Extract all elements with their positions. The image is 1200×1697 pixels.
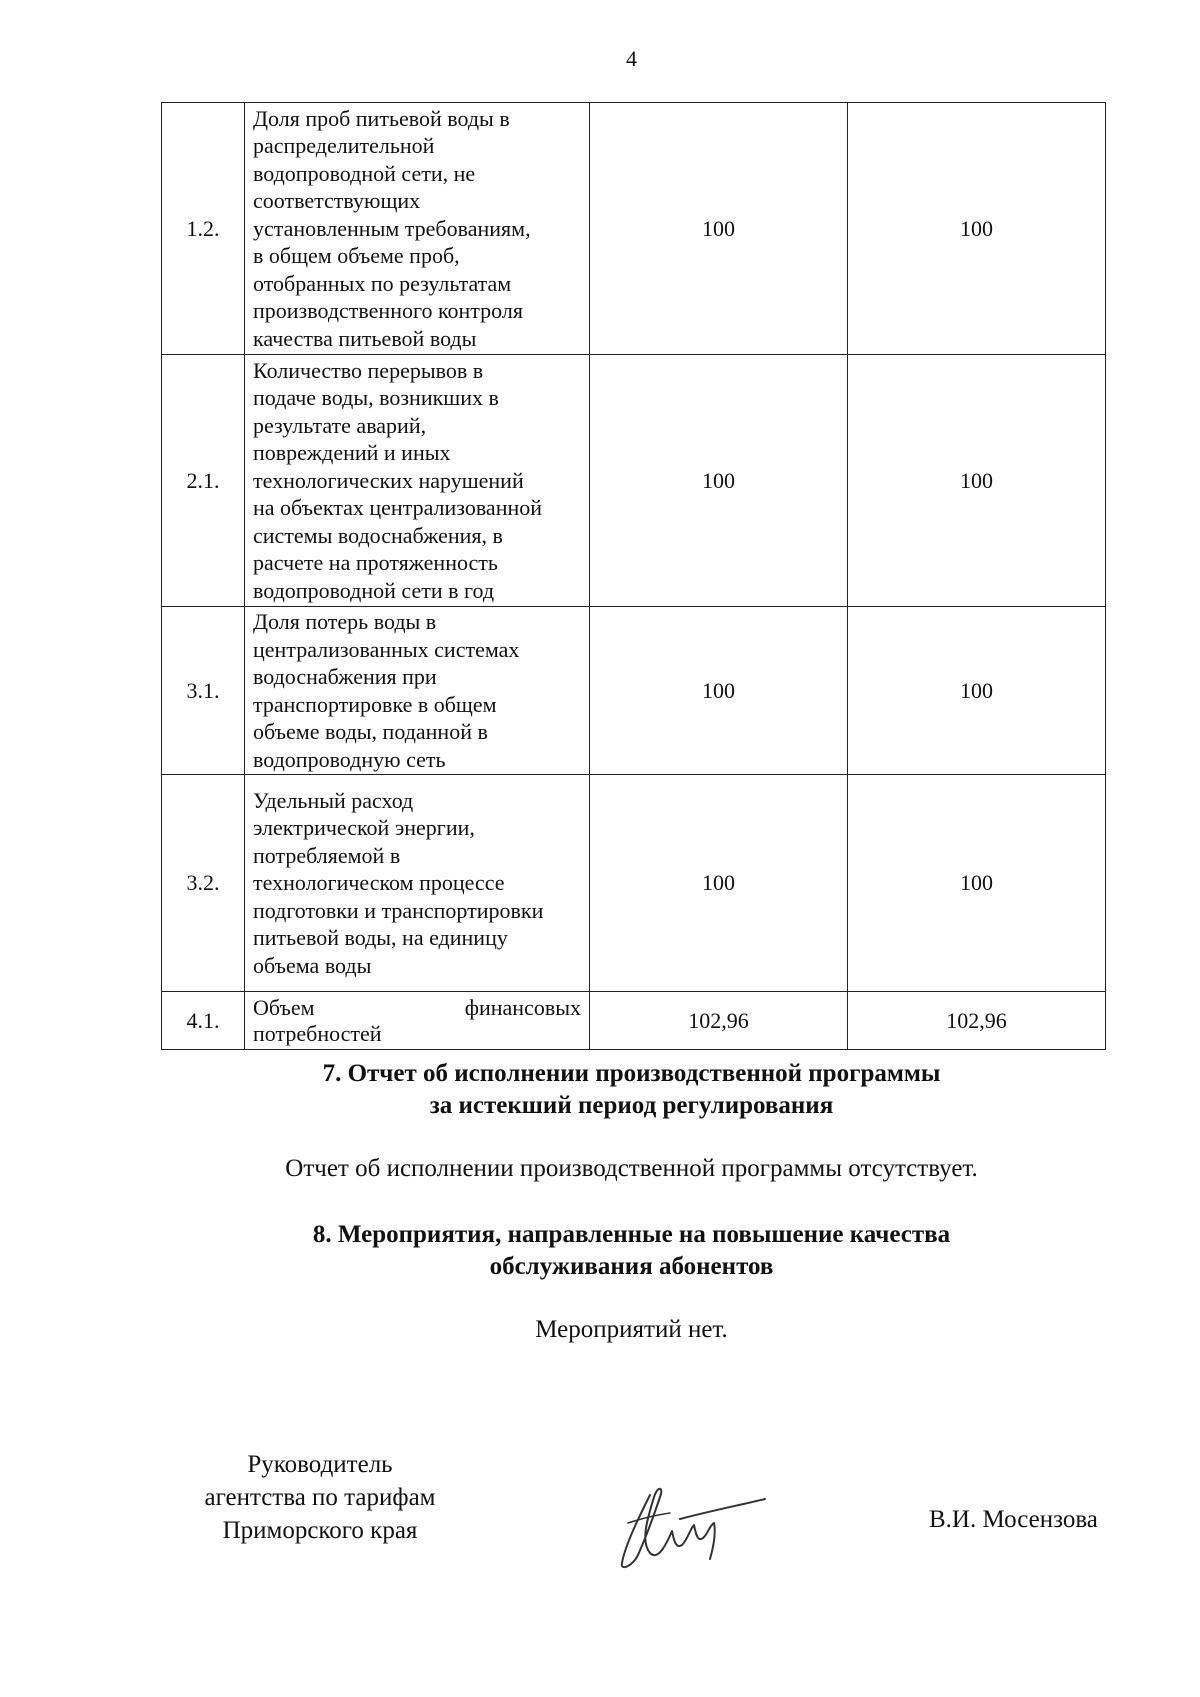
table-row — [162, 355, 1106, 607]
section-7-title-line: за истекший период регулирования — [429, 1092, 834, 1119]
indicator-name — [245, 775, 590, 992]
indicator-value-2: 100 — [848, 103, 1106, 355]
indicator-name-line — [253, 995, 581, 1021]
indicator-name — [245, 607, 590, 775]
indicator-value-2: 102,96 — [848, 992, 1106, 1050]
indicator-name-line: объема воды — [253, 952, 372, 978]
indicator-name-line: результате аварий, — [253, 412, 427, 438]
row-number: 2.1. — [162, 355, 245, 607]
section-7-title — [0, 1058, 1200, 1122]
indicator-value-1: 100 — [590, 355, 848, 607]
table-row — [162, 775, 1106, 992]
table-row — [162, 607, 1106, 775]
indicator-name-line: расчете на протяженность — [253, 550, 498, 576]
indicator-name-line: Удельный расход — [253, 787, 414, 813]
indicator-name-line: соответствующих — [253, 188, 421, 214]
indicator-name-line: отобранных по результатам — [253, 270, 512, 296]
indicator-name-line: электрической энергии, — [253, 815, 475, 841]
indicator-name-line: транспортировке в общем — [253, 691, 497, 717]
signer-name: В.И. Мосензова — [929, 1506, 1098, 1533]
indicator-name-line: качества питьевой воды — [253, 325, 477, 351]
signer-title-line: Приморского края — [222, 1517, 418, 1544]
indicator-name-line: централизованных системах — [253, 636, 520, 662]
indicator-name-line: потребляемой в — [253, 842, 401, 868]
section-8-text: Мероприятий нет. — [535, 1316, 728, 1343]
indicator-value-1: 100 — [590, 607, 848, 775]
section-7-title-line: 7. Отчет об исполнении производственной программы — [322, 1060, 941, 1087]
signature-icon — [610, 1475, 770, 1575]
indicators-table — [161, 102, 1106, 1050]
table-row — [162, 103, 1106, 355]
indicator-value-2: 100 — [848, 355, 1106, 607]
indicator-name-line: повреждений и иных — [253, 440, 451, 466]
indicator-name-line: на объектах централизованной — [253, 495, 543, 521]
indicator-name-line: объеме воды, поданной в — [253, 719, 488, 744]
indicator-name-line: технологических нарушений — [253, 467, 524, 493]
indicator-name-line: подготовки и транспортировки — [253, 897, 544, 923]
indicator-name-line: установленным требованиям, — [253, 215, 531, 241]
signer-title — [160, 1448, 480, 1547]
indicator-value-2: 100 — [848, 775, 1106, 992]
table-row — [162, 992, 1106, 1050]
indicator-name-line: потребностей — [253, 1020, 382, 1046]
indicator-value-1: 102,96 — [590, 992, 848, 1050]
indicator-name-line: Доля проб питьевой воды в — [253, 105, 510, 131]
signer-title-line: агентства по тарифам — [204, 1484, 436, 1511]
row-number: 3.1. — [162, 607, 245, 775]
row-number: 4.1. — [162, 992, 245, 1050]
indicator-name-line: в общем объеме проб, — [253, 243, 460, 269]
page-number: 4 — [626, 46, 637, 71]
indicator-name-line: Доля потерь воды в — [253, 609, 437, 634]
section-7-text: Отчет об исполнении производственной программы отсутствует. — [285, 1155, 978, 1182]
indicator-name — [245, 992, 590, 1050]
indicator-name-line: Количество перерывов в — [253, 357, 484, 383]
section-8-title-line: 8. Мероприятия, направленные на повышение качества — [312, 1221, 951, 1248]
indicator-name-line: технологическом процессе — [253, 870, 505, 896]
indicator-name-line: водопроводную сеть — [253, 746, 446, 772]
indicator-name — [245, 355, 590, 607]
section-8-title-line: обслуживания абонентов — [489, 1253, 774, 1280]
indicator-name-line: подаче воды, возникших в — [253, 385, 499, 411]
signer-title-line: Руководитель — [247, 1451, 393, 1478]
indicator-name-line: производственного контроля — [253, 298, 523, 324]
indicator-value-1: 100 — [590, 103, 848, 355]
indicator-name-line: водоснабжения при — [253, 664, 437, 689]
section-8-title — [0, 1219, 1200, 1283]
indicator-name-line: питьевой воды, на единицу — [253, 925, 508, 951]
indicator-name-word: Объем — [253, 994, 315, 1020]
indicator-name-line: водопроводной сети в год — [253, 577, 495, 603]
row-number: 1.2. — [162, 103, 245, 355]
indicator-value-2: 100 — [848, 607, 1106, 775]
indicator-name-line: распределительной — [253, 133, 435, 159]
indicator-name-line: водопроводной сети, не — [253, 160, 476, 186]
indicator-name-line: системы водоснабжения, в — [253, 522, 503, 548]
indicator-value-1: 100 — [590, 775, 848, 992]
row-number: 3.2. — [162, 775, 245, 992]
indicator-name — [245, 103, 590, 355]
indicator-name-word: финансовых — [464, 994, 581, 1020]
